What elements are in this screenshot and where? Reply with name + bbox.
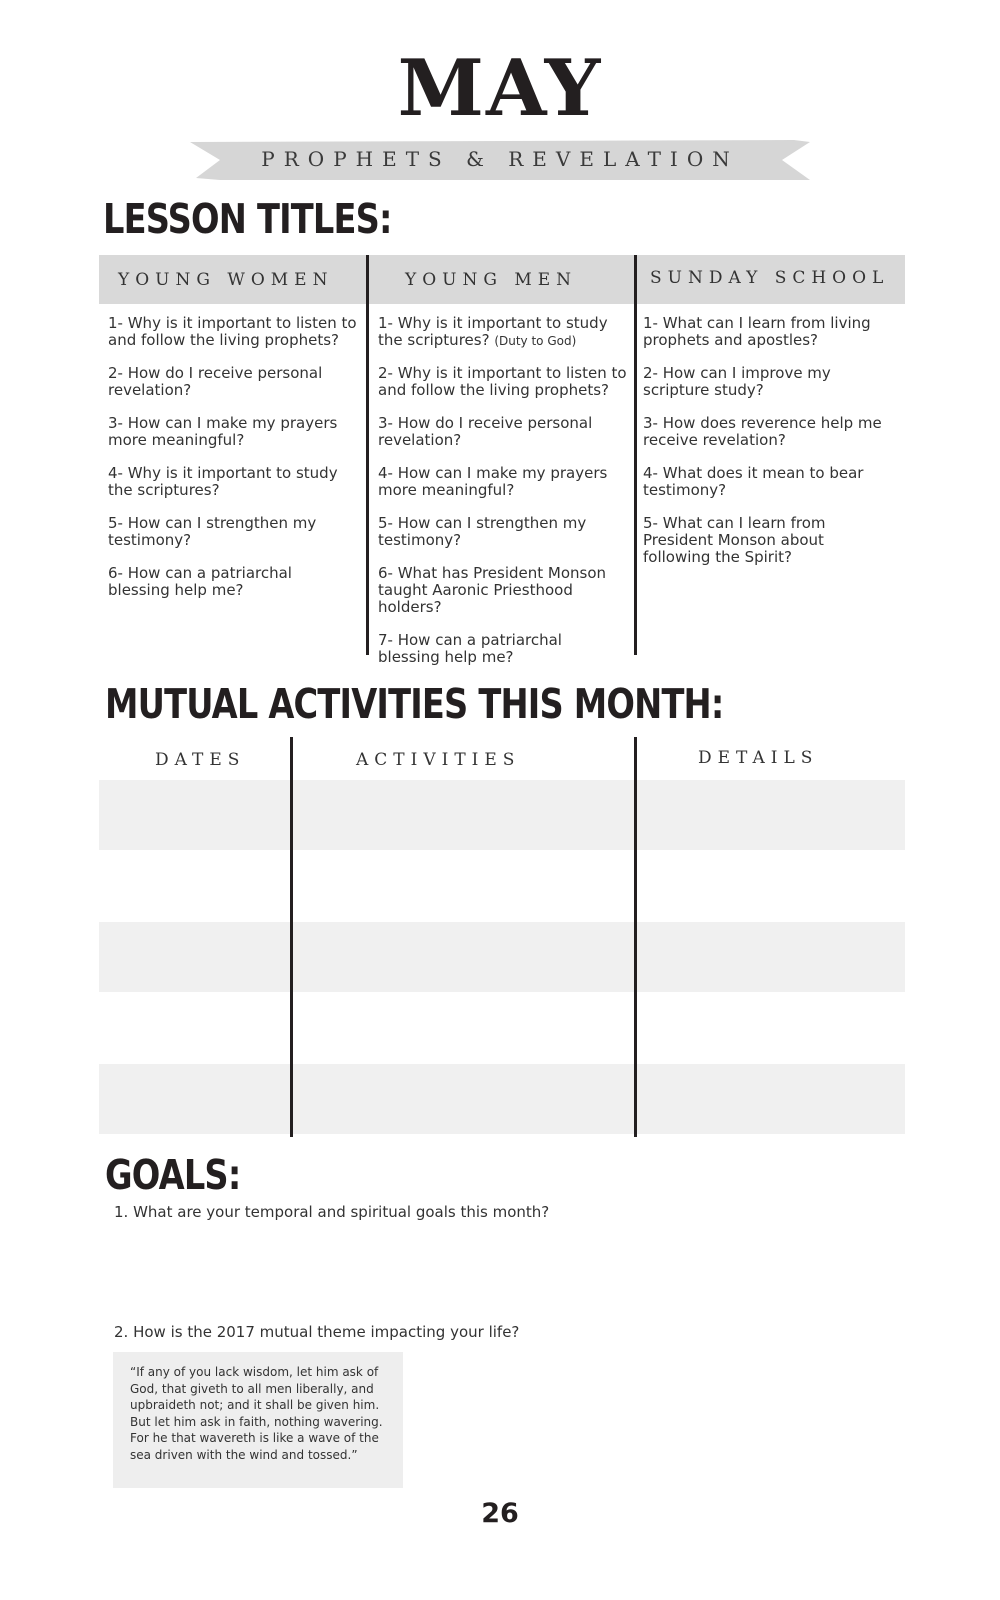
page-number: 26 [481,1498,519,1529]
page-subtitle: PROPHETS & REVELATION [261,147,739,171]
column-header-young-men: YOUNG MEN [405,270,578,290]
lesson-item: 1- Why is it important to listen to and follow the living prophets? [108,314,357,349]
page-title: MAY [397,43,603,134]
column-divider [634,737,637,1137]
lesson-item: 7- How can a patriarchal blessing help me? [378,631,562,666]
column-header-dates: DATES [155,750,246,770]
young-women-lesson-list [108,315,364,655]
activity-row[interactable] [99,922,905,992]
sunday-school-lesson-list [643,315,905,615]
goals-heading: GOALS: [105,1151,241,1199]
lesson-item: 2- Why is it important to listen to and follow the living prophets? [378,364,627,399]
goal-question: 2. How is the 2017 mutual theme impacting your life? [114,1323,520,1341]
lesson-item: 4- What does it mean to bear testimony? [643,464,864,499]
young-men-lesson-list [378,315,634,675]
lesson-item: 1- What can I learn from living prophets and apostles? [643,314,871,349]
lesson-item: 3- How can I make my prayers more meaningful? [108,414,338,449]
column-divider [290,737,293,1137]
activity-row[interactable] [99,1064,905,1134]
column-header-sunday-school: SUNDAY SCHOOL [650,268,890,288]
lesson-item: 2- How can I improve my scripture study? [643,364,831,399]
column-divider [634,255,637,655]
activity-row[interactable] [99,780,905,850]
lesson-titles-heading: LESSON TITLES: [103,195,392,243]
scripture-quote: “If any of you lack wisdom, let him ask of God, that giveth to all men liberally, and upbraideth not; and it shall be given him. But let him ask in faith, nothing wavering. For he that wavereth is like a wave of the sea driven with the wind and tossed.” [130,1365,383,1462]
lesson-item [378,315,634,350]
lesson-item: 4- How can I make my prayers more meaningful? [378,464,608,499]
goal-question: 1. What are your temporal and spiritual goals this month? [114,1203,550,1221]
lesson-item: 3- How do I receive personal revelation? [378,414,593,449]
lesson-item-note: (Duty to God) [494,334,577,348]
lesson-item: 5- How can I strengthen my testimony? [108,514,317,549]
column-header-activities: ACTIVITIES [356,750,521,770]
lesson-item: 5- How can I strengthen my testimony? [378,514,587,549]
lesson-item: 4- Why is it important to study the scriptures? [108,464,338,499]
lesson-item-text: 1- Why is it important to study the scriptures? [378,314,608,349]
column-divider [366,255,369,655]
lesson-item: 6- What has President Monson taught Aaronic Priesthood holders? [378,564,607,616]
lesson-item: 6- How can a patriarchal blessing help me? [108,564,292,599]
lesson-item: 2- How do I receive personal revelation? [108,364,323,399]
column-header-details: DETAILS [698,748,819,768]
lesson-item: 3- How does reverence help me receive revelation? [643,414,882,449]
activities-heading: MUTUAL ACTIVITIES THIS MONTH: [105,680,724,728]
column-header-young-women: YOUNG WOMEN [118,270,334,290]
lesson-item: 5- What can I learn from President Monson about following the Spirit? [643,514,826,566]
